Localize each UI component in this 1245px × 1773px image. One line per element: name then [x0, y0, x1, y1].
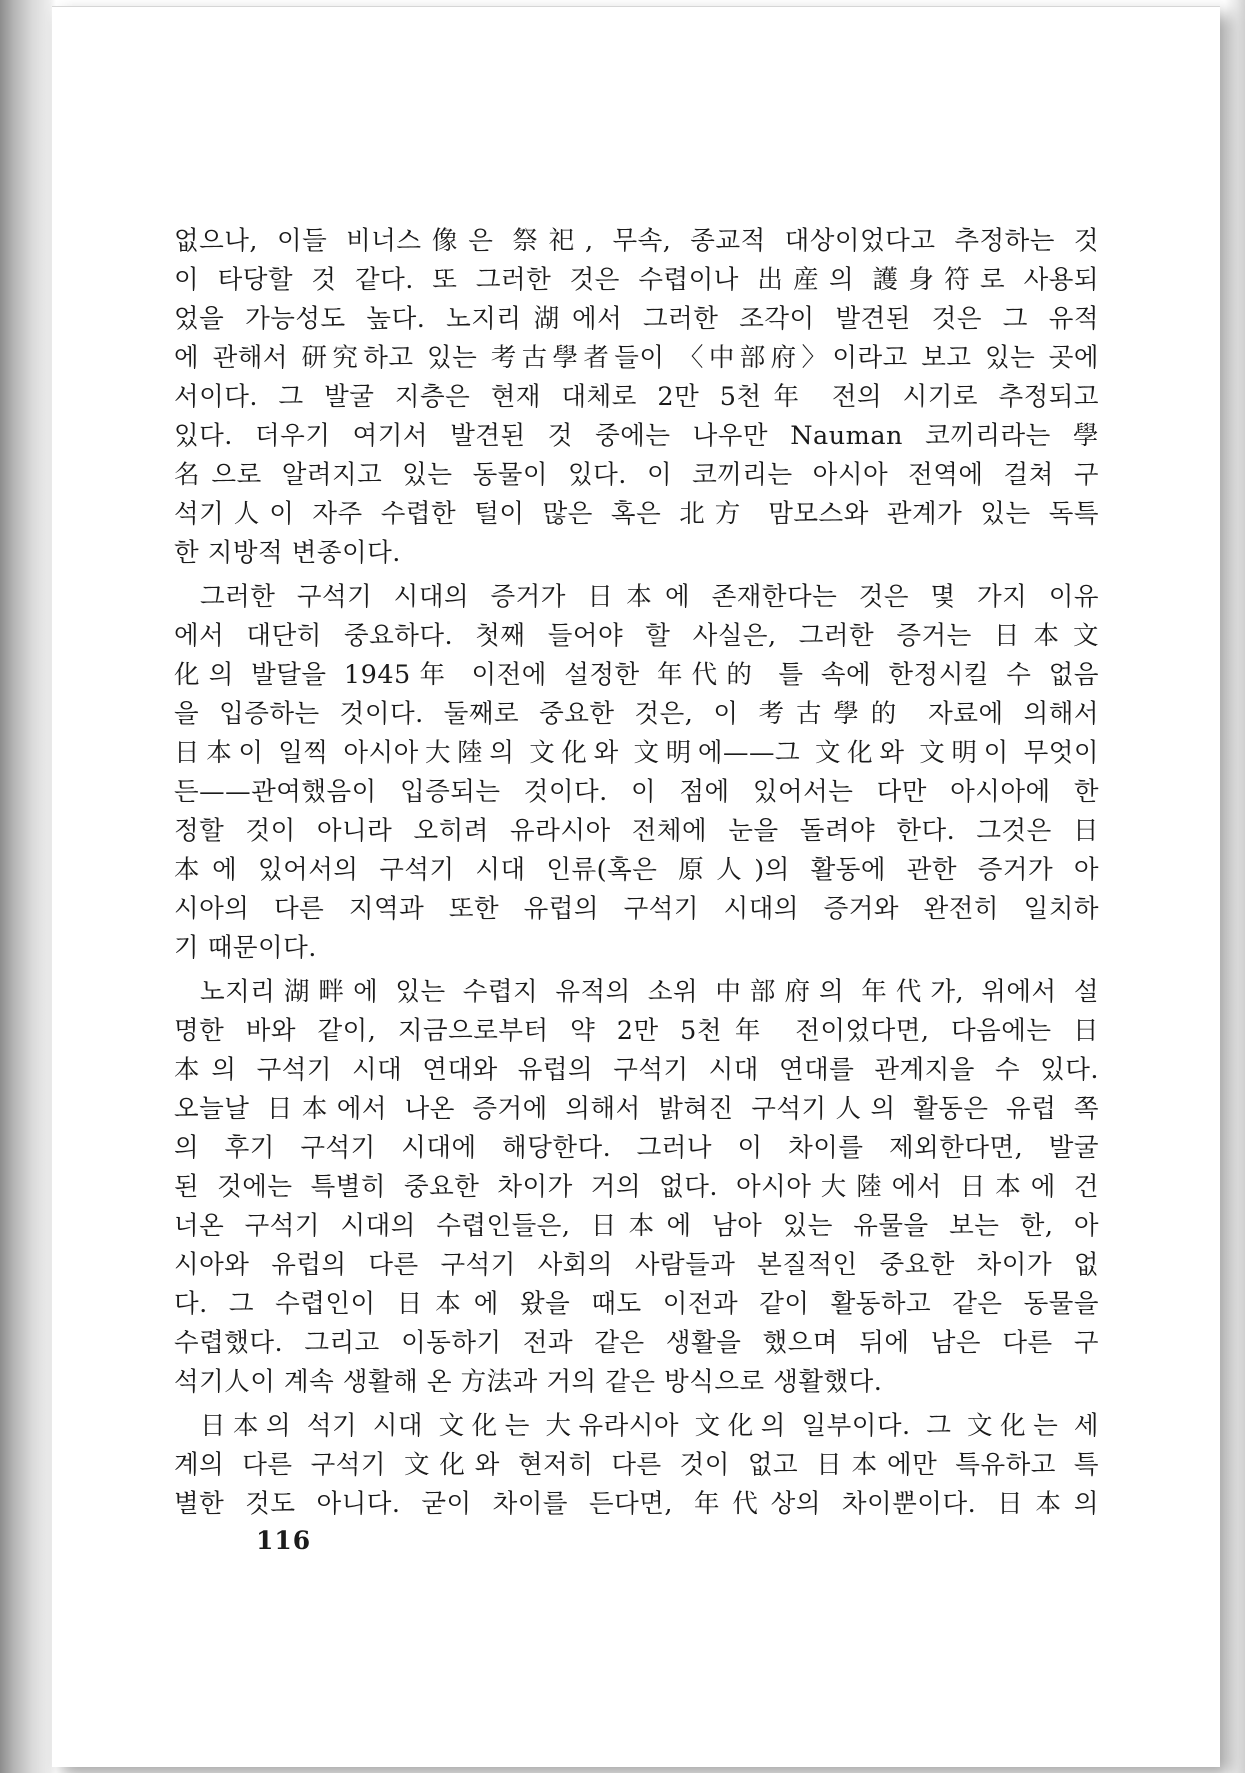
text-line: 日本의 석기 시대 文化는 大유라시아 文化의 일부이다. 그 文化는 세 — [200, 1411, 1099, 1441]
paragraph-2 — [174, 578, 1099, 968]
text-line: 별한 것도 아니다. 굳이 차이를 든다면, 年代상의 차이뿐이다. 日本의 — [174, 1489, 1099, 1519]
paragraph-4 — [174, 1407, 1099, 1524]
text-line: 시아의 다른 지역과 또한 유럽의 구석기 시대의 증거와 완전히 일치하 — [174, 894, 1099, 924]
text-line: 다. 그 수렵인이 日本에 왔을 때도 이전과 같이 활동하고 같은 동물을 — [174, 1289, 1099, 1319]
text-line: 本의 구석기 시대 연대와 유럽의 구석기 시대 연대를 관계지을 수 있다. — [174, 1055, 1099, 1085]
book-spine-shadow — [0, 0, 56, 1773]
page-number: 116 — [256, 1526, 312, 1555]
text-line: 에서 대단히 중요하다. 첫째 들어야 할 사실은, 그러한 증거는 日本文 — [174, 621, 1099, 651]
text-line: 든——관여했음이 입증되는 것이다. 이 점에 있어서는 다만 아시아에 한 — [174, 777, 1099, 807]
page-edge-right — [1225, 0, 1245, 1773]
text-line: 名으로 알려지고 있는 동물이 있다. 이 코끼리는 아시아 전역에 걸쳐 구 — [174, 460, 1099, 490]
text-line: 을 입증하는 것이다. 둘째로 중요한 것은, 이 考古學的 자료에 의해서 — [174, 699, 1099, 729]
text-line: 석기人이 계속 생활해 온 方法과 거의 같은 방식으로 생활했다. — [174, 1367, 883, 1397]
text-line: 本에 있어서의 구석기 시대 인류(혹은 原人)의 활동에 관한 증거가 아 — [174, 855, 1099, 885]
text-line: 의 후기 구석기 시대에 해당한다. 그러나 이 차이를 제외한다면, 발굴 — [174, 1133, 1099, 1163]
text-line: 있다. 더우기 여기서 발견된 것 중에는 나우만 Nauman 코끼리라는 學 — [174, 421, 1099, 451]
text-line: 기 때문이다. — [174, 933, 317, 963]
paragraph-3 — [174, 973, 1099, 1402]
text-line: 석기人이 자주 수렵한 털이 많은 혹은 北方 맘모스와 관계가 있는 독특 — [174, 499, 1099, 529]
text-line: 에 관해서 研究하고 있는 考古學者들이 〈中部府〉이라고 보고 있는 곳에 — [174, 343, 1099, 373]
text-line: 계의 다른 구석기 文化와 현저히 다른 것이 없고 日本에만 특유하고 특 — [174, 1450, 1099, 1480]
text-line: 노지리湖畔에 있는 수렵지 유적의 소위 中部府의 年代가, 위에서 설 — [200, 977, 1099, 1007]
text-line: 오늘날 日本에서 나온 증거에 의해서 밝혀진 구석기人의 활동은 유럽 쪽 — [174, 1094, 1099, 1124]
text-line: 그러한 구석기 시대의 증거가 日本에 존재한다는 것은 몇 가지 이유 — [200, 582, 1099, 612]
text-line: 없으나, 이들 비너스像은 祭祀, 무속, 종교적 대상이었다고 추정하는 것 — [174, 226, 1099, 256]
text-line: 化의 발달을 1945年 이전에 설정한 年代的 틀 속에 한정시킬 수 없음 — [174, 660, 1099, 690]
text-line: 었을 가능성도 높다. 노지리湖에서 그러한 조각이 발견된 것은 그 유적 — [174, 304, 1099, 334]
text-line: 명한 바와 같이, 지금으로부터 약 2만 5천年 전이었다면, 다음에는 日 — [174, 1016, 1099, 1046]
text-line: 수렵했다. 그리고 이동하기 전과 같은 생활을 했으며 뒤에 남은 다른 구 — [174, 1328, 1099, 1358]
text-line: 서이다. 그 발굴 지층은 현재 대체로 2만 5천年 전의 시기로 추정되고 — [174, 382, 1099, 412]
text-line: 시아와 유럽의 다른 구석기 사회의 사람들과 본질적인 중요한 차이가 없 — [174, 1250, 1099, 1280]
text-line: 된 것에는 특별히 중요한 차이가 거의 없다. 아시아大陸에서 日本에 건 — [174, 1172, 1099, 1202]
body-text — [174, 222, 1099, 1529]
text-line: 日本이 일찍 아시아大陸의 文化와 文明에——그 文化와 文明이 무엇이 — [174, 738, 1099, 768]
text-line: 너온 구석기 시대의 수렵인들은, 日本에 남아 있는 유물을 보는 한, 아 — [174, 1211, 1099, 1241]
paragraph-1 — [174, 222, 1099, 573]
text-line: 이 타당할 것 같다. 또 그러한 것은 수렵이나 出産의 護身符로 사용되 — [174, 265, 1099, 295]
text-line: 정할 것이 아니라 오히려 유라시아 전체에 눈을 돌려야 한다. 그것은 日 — [174, 816, 1099, 846]
text-line: 한 지방적 변종이다. — [174, 538, 401, 568]
